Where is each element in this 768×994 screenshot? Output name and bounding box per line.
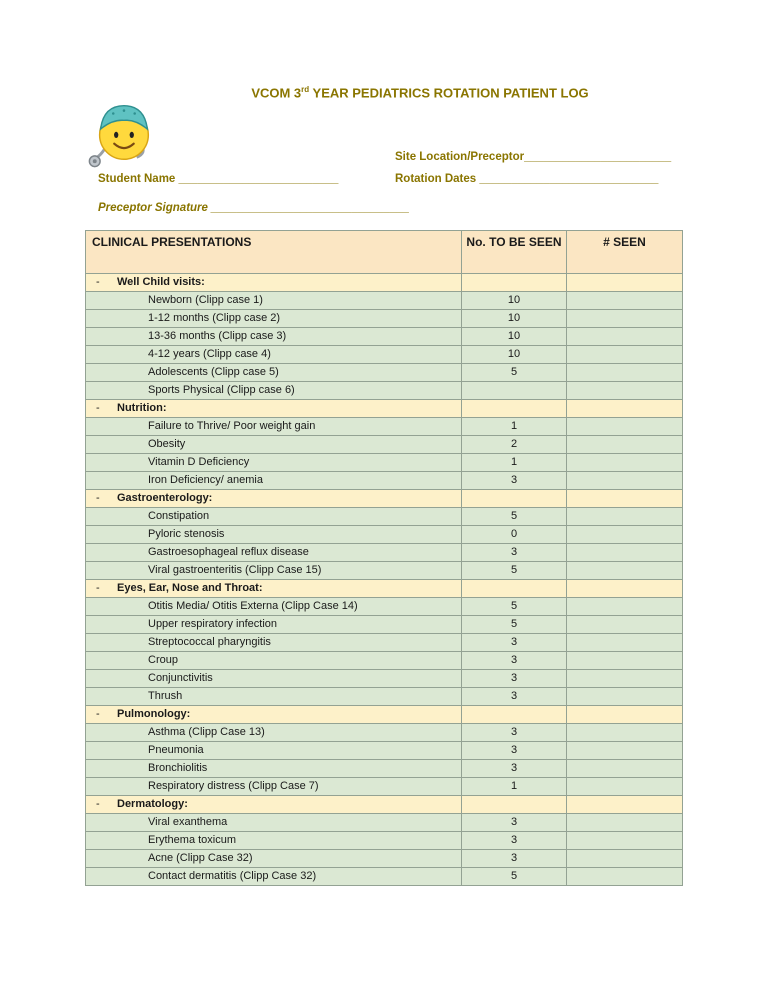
item-row — [86, 472, 683, 490]
item-label-cell: Otitis Media/ Otitis Externa (Clipp Case 14) — [86, 598, 462, 616]
seen-count-cell — [567, 868, 683, 886]
item-label-cell: Thrush — [86, 688, 462, 706]
item-row — [86, 526, 683, 544]
category-bullet: - — [96, 582, 100, 594]
item-label-cell: Vitamin D Deficiency — [86, 454, 462, 472]
item-row — [86, 328, 683, 346]
item-label-cell: Sports Physical (Clipp case 6) — [86, 382, 462, 400]
category-label-cell — [86, 706, 462, 724]
category-row — [86, 400, 683, 418]
to-be-seen-count-cell: 2 — [462, 436, 567, 454]
page-title-text: VCOM 3 — [251, 85, 302, 101]
patient-log-table — [85, 230, 683, 886]
to-be-seen-count-cell: 3 — [462, 742, 567, 760]
seen-count-cell — [567, 436, 683, 454]
seen-count-cell — [567, 292, 683, 310]
item-row — [86, 544, 683, 562]
eye-icon — [114, 132, 118, 138]
seen-count-cell — [567, 580, 683, 598]
seen-count-cell — [567, 796, 683, 814]
item-label-cell: Croup — [86, 652, 462, 670]
item-label-cell: Respiratory distress (Clipp Case 7) — [86, 778, 462, 796]
cap-dot-icon — [112, 112, 115, 115]
category-label-cell — [86, 490, 462, 508]
item-label-cell: Viral gastroenteritis (Clipp Case 15) — [86, 562, 462, 580]
item-row — [86, 292, 683, 310]
item-label-cell: Erythema toxicum — [86, 832, 462, 850]
category-label: Nutrition: — [117, 402, 167, 414]
seen-count-cell — [567, 454, 683, 472]
item-row — [86, 418, 683, 436]
item-label-cell: Contact dermatitis (Clipp Case 32) — [86, 868, 462, 886]
student-name-line: Student Name _________________________ — [98, 173, 339, 185]
item-label-cell: Gastroesophageal reflux disease — [86, 544, 462, 562]
to-be-seen-count-cell: 1 — [462, 778, 567, 796]
item-row — [86, 652, 683, 670]
to-be-seen-count-cell: 10 — [462, 346, 567, 364]
item-label-cell: 1-12 months (Clipp case 2) — [86, 310, 462, 328]
seen-count-cell — [567, 760, 683, 778]
to-be-seen-count-cell — [462, 400, 567, 418]
to-be-seen-count-cell — [462, 382, 567, 400]
site-location-line: Site Location/Preceptor_______________________ — [395, 151, 672, 163]
to-be-seen-count-cell: 3 — [462, 544, 567, 562]
item-label-cell: 13-36 months (Clipp case 3) — [86, 328, 462, 346]
category-bullet: - — [96, 798, 100, 810]
item-label-cell: Obesity — [86, 436, 462, 454]
seen-count-cell — [567, 562, 683, 580]
item-row — [86, 724, 683, 742]
to-be-seen-count-cell: 3 — [462, 814, 567, 832]
seen-count-cell — [567, 832, 683, 850]
seen-count-cell — [567, 598, 683, 616]
seen-count-cell — [567, 310, 683, 328]
item-label-cell: Asthma (Clipp Case 13) — [86, 724, 462, 742]
item-row — [86, 346, 683, 364]
item-row — [86, 616, 683, 634]
item-label-cell: Viral exanthema — [86, 814, 462, 832]
seen-count-cell — [567, 274, 683, 292]
item-label-cell: Conjunctivitis — [86, 670, 462, 688]
seen-count-cell — [567, 670, 683, 688]
item-label-cell: Pyloric stenosis — [86, 526, 462, 544]
to-be-seen-count-cell: 5 — [462, 868, 567, 886]
item-row — [86, 814, 683, 832]
to-be-seen-count-cell: 5 — [462, 508, 567, 526]
seen-count-cell — [567, 346, 683, 364]
to-be-seen-count-cell: 0 — [462, 526, 567, 544]
category-label-cell — [86, 580, 462, 598]
item-label-cell: 4-12 years (Clipp case 4) — [86, 346, 462, 364]
item-row — [86, 508, 683, 526]
table-header-row — [86, 231, 683, 274]
category-label-cell — [86, 400, 462, 418]
seen-count-cell — [567, 652, 683, 670]
to-be-seen-count-cell: 5 — [462, 562, 567, 580]
to-be-seen-count-cell: 1 — [462, 418, 567, 436]
to-be-seen-count-cell: 3 — [462, 760, 567, 778]
to-be-seen-count-cell: 3 — [462, 670, 567, 688]
item-label-cell: Failure to Thrive/ Poor weight gain — [86, 418, 462, 436]
item-label-cell: Streptococcal pharyngitis — [86, 634, 462, 652]
item-row — [86, 436, 683, 454]
cap-dot-icon — [123, 109, 126, 112]
to-be-seen-count-cell: 3 — [462, 652, 567, 670]
to-be-seen-count-cell: 1 — [462, 454, 567, 472]
doctor-smiley-image — [84, 94, 162, 170]
seen-count-cell — [567, 850, 683, 868]
to-be-seen-count-cell: 3 — [462, 832, 567, 850]
to-be-seen-count-cell — [462, 490, 567, 508]
item-label-cell: Pneumonia — [86, 742, 462, 760]
seen-count-cell — [567, 688, 683, 706]
seen-count-cell — [567, 706, 683, 724]
patient-log-table-body — [86, 274, 683, 886]
category-label: Well Child visits: — [117, 276, 205, 288]
category-label: Dermatology: — [117, 798, 188, 810]
item-label-cell: Constipation — [86, 508, 462, 526]
category-bullet: - — [96, 276, 100, 288]
item-row — [86, 868, 683, 886]
item-row — [86, 850, 683, 868]
category-label: Eyes, Ear, Nose and Throat: — [117, 582, 263, 594]
seen-count-cell — [567, 778, 683, 796]
page-title-text-2: YEAR PEDIATRICS ROTATION PATIENT LOG — [309, 85, 589, 101]
item-row — [86, 760, 683, 778]
to-be-seen-count-cell — [462, 580, 567, 598]
to-be-seen-count-cell: 3 — [462, 634, 567, 652]
category-bullet: - — [96, 402, 100, 414]
item-row — [86, 454, 683, 472]
item-label-cell: Upper respiratory infection — [86, 616, 462, 634]
to-be-seen-count-cell: 5 — [462, 364, 567, 382]
item-row — [86, 310, 683, 328]
to-be-seen-count-cell: 3 — [462, 688, 567, 706]
to-be-seen-count-cell: 5 — [462, 616, 567, 634]
item-row — [86, 778, 683, 796]
item-label-cell: Iron Deficiency/ anemia — [86, 472, 462, 490]
seen-count-cell — [567, 400, 683, 418]
seen-count-cell — [567, 724, 683, 742]
to-be-seen-count-cell: 10 — [462, 310, 567, 328]
to-be-seen-count-cell — [462, 274, 567, 292]
category-label: Gastroenterology: — [117, 492, 213, 504]
table-header — [86, 231, 683, 274]
item-label-cell: Adolescents (Clipp case 5) — [86, 364, 462, 382]
seen-count-cell — [567, 616, 683, 634]
item-row — [86, 382, 683, 400]
seen-count-cell — [567, 490, 683, 508]
seen-count-cell — [567, 742, 683, 760]
stethoscope-chestpiece-center-icon — [93, 159, 97, 163]
column-header-seen: # SEEN — [567, 231, 683, 274]
category-bullet: - — [96, 708, 100, 720]
item-row — [86, 670, 683, 688]
item-row — [86, 688, 683, 706]
category-bullet: - — [96, 492, 100, 504]
category-label-cell — [86, 274, 462, 292]
item-label-cell: Acne (Clipp Case 32) — [86, 850, 462, 868]
category-row — [86, 490, 683, 508]
category-row — [86, 796, 683, 814]
item-row — [86, 742, 683, 760]
column-header-clinical-presentations: CLINICAL PRESENTATIONS — [86, 231, 462, 274]
category-row — [86, 274, 683, 292]
category-row — [86, 580, 683, 598]
page-title-ordinal: rd — [301, 85, 310, 94]
item-label-cell: Bronchiolitis — [86, 760, 462, 778]
cap-dot-icon — [133, 112, 136, 115]
item-row — [86, 562, 683, 580]
item-row — [86, 832, 683, 850]
to-be-seen-count-cell — [462, 796, 567, 814]
item-label-cell: Newborn (Clipp case 1) — [86, 292, 462, 310]
category-label-cell — [86, 796, 462, 814]
seen-count-cell — [567, 544, 683, 562]
seen-count-cell — [567, 364, 683, 382]
eye-icon — [130, 132, 134, 138]
preceptor-signature-line: Preceptor Signature _______________________________ — [98, 202, 410, 214]
seen-count-cell — [567, 814, 683, 832]
to-be-seen-count-cell: 3 — [462, 472, 567, 490]
rotation-dates-line: Rotation Dates ____________________________ — [395, 173, 659, 185]
to-be-seen-count-cell: 3 — [462, 850, 567, 868]
seen-count-cell — [567, 382, 683, 400]
to-be-seen-count-cell — [462, 706, 567, 724]
item-row — [86, 598, 683, 616]
seen-count-cell — [567, 418, 683, 436]
to-be-seen-count-cell: 10 — [462, 292, 567, 310]
page-title — [170, 85, 670, 100]
column-header-no-to-be-seen: No. TO BE SEEN — [462, 231, 567, 274]
to-be-seen-count-cell: 3 — [462, 724, 567, 742]
seen-count-cell — [567, 472, 683, 490]
seen-count-cell — [567, 508, 683, 526]
item-row — [86, 634, 683, 652]
category-row — [86, 706, 683, 724]
category-label: Pulmonology: — [117, 708, 191, 720]
seen-count-cell — [567, 634, 683, 652]
seen-count-cell — [567, 328, 683, 346]
to-be-seen-count-cell: 10 — [462, 328, 567, 346]
to-be-seen-count-cell: 5 — [462, 598, 567, 616]
seen-count-cell — [567, 526, 683, 544]
item-row — [86, 364, 683, 382]
